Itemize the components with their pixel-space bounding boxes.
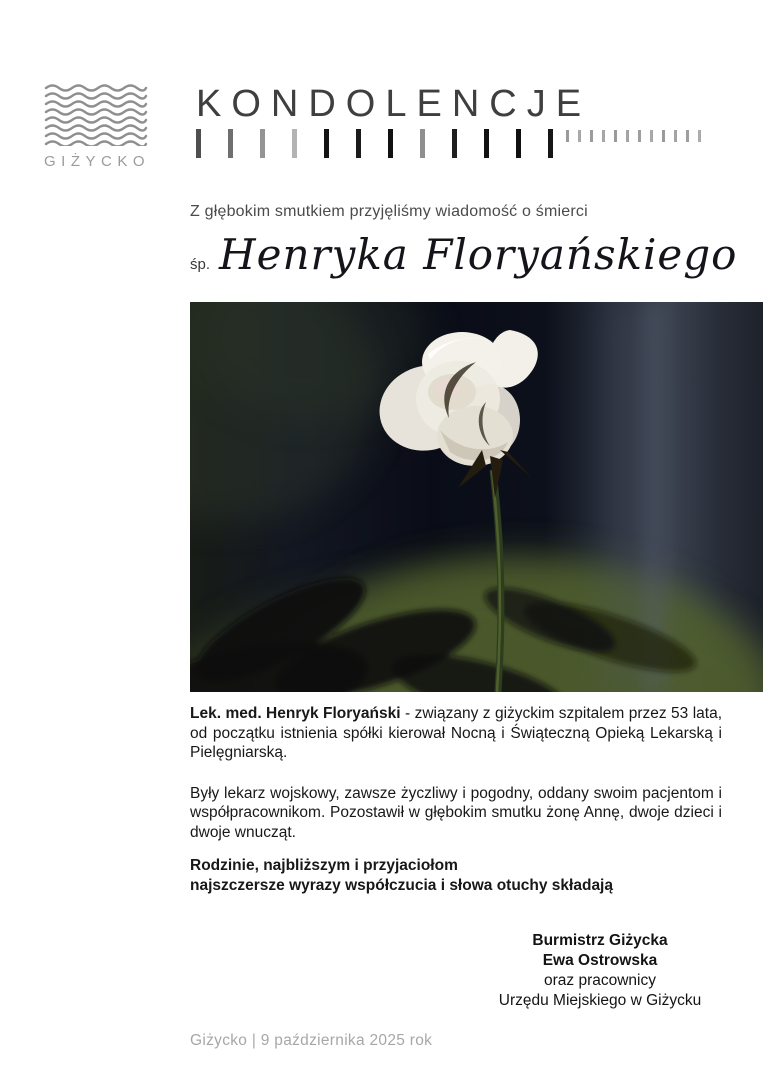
decorative-bar — [420, 129, 425, 158]
decorative-bar — [228, 129, 233, 158]
paragraph-memory: Były lekarz wojskowy, zawsze życzliwy i pogodny, oddany swoim pacjentom i współpracownikom. Pozostawił w głębokim smutku żonę Annę, dwoje dzieci i dwoje wnucząt. — [190, 784, 722, 841]
intro-text: Z głębokim smutkiem przyjęliśmy wiadomość o śmierci — [190, 203, 588, 220]
decorative-bar — [650, 130, 653, 142]
decorative-bar — [324, 129, 329, 158]
bio-rest: - związany z giżyckim szpitalem przez 53 lata, od początku istnienia spółki kierował Nocną i Świąteczną Opieką Lekarską i Pielęgniarską. — [190, 705, 723, 761]
decorative-bar — [590, 130, 593, 142]
decorative-bar — [484, 129, 489, 158]
decorative-bar — [356, 129, 361, 158]
decorative-bar — [698, 130, 701, 142]
signature-role: Burmistrz Giżycka — [532, 932, 668, 949]
decorative-bar — [578, 130, 581, 142]
tall-bars-decoration — [196, 129, 553, 158]
sp-prefix: śp. — [190, 256, 211, 273]
signature-extra: oraz pracownicy — [544, 972, 656, 989]
city-name: GIŻYCKO — [44, 153, 151, 170]
soundbar-decoration — [196, 129, 701, 158]
small-bars-decoration — [566, 130, 701, 142]
decorative-bar — [452, 129, 457, 158]
city-logo — [44, 84, 156, 170]
footer-date: Giżycko | 9 października 2025 rok — [190, 1032, 433, 1049]
decorative-bar — [566, 130, 569, 142]
decorative-bar — [292, 129, 297, 158]
deceased-name: Henryka Floryańskiego — [219, 230, 738, 279]
dedication-line-2: najszczersze wyrazy współczucia i słowa otuchy składają — [190, 876, 613, 894]
decorative-bar — [196, 129, 201, 158]
page-title: KONDOLENCJE — [196, 83, 592, 125]
decorative-bar — [260, 129, 265, 158]
deceased-name-line — [190, 230, 737, 279]
decorative-bar — [638, 130, 641, 142]
decorative-bar — [602, 130, 605, 142]
rose-photo — [190, 302, 763, 692]
condolence-dedication — [190, 856, 722, 895]
paragraph-bio — [190, 704, 722, 763]
body-text — [190, 704, 722, 1011]
decorative-bar — [662, 130, 665, 142]
decorative-bar — [548, 129, 553, 158]
header — [196, 82, 701, 158]
decorative-bar — [674, 130, 677, 142]
dedication-line-1: Rodzinie, najbliższym i przyjaciołom — [190, 857, 458, 874]
decorative-bar — [686, 130, 689, 142]
signature-name: Ewa Ostrowska — [542, 952, 658, 969]
signature-office: Urzędu Miejskiego w Giżycku — [498, 992, 702, 1009]
waves-logo-icon — [44, 84, 148, 146]
signature-block — [478, 931, 722, 1011]
decorative-bar — [388, 129, 393, 158]
decorative-bar — [614, 130, 617, 142]
decorative-bar — [626, 130, 629, 142]
deceased-title-bold: Lek. med. Henryk Floryański — [190, 705, 401, 722]
decorative-bar — [516, 129, 521, 158]
